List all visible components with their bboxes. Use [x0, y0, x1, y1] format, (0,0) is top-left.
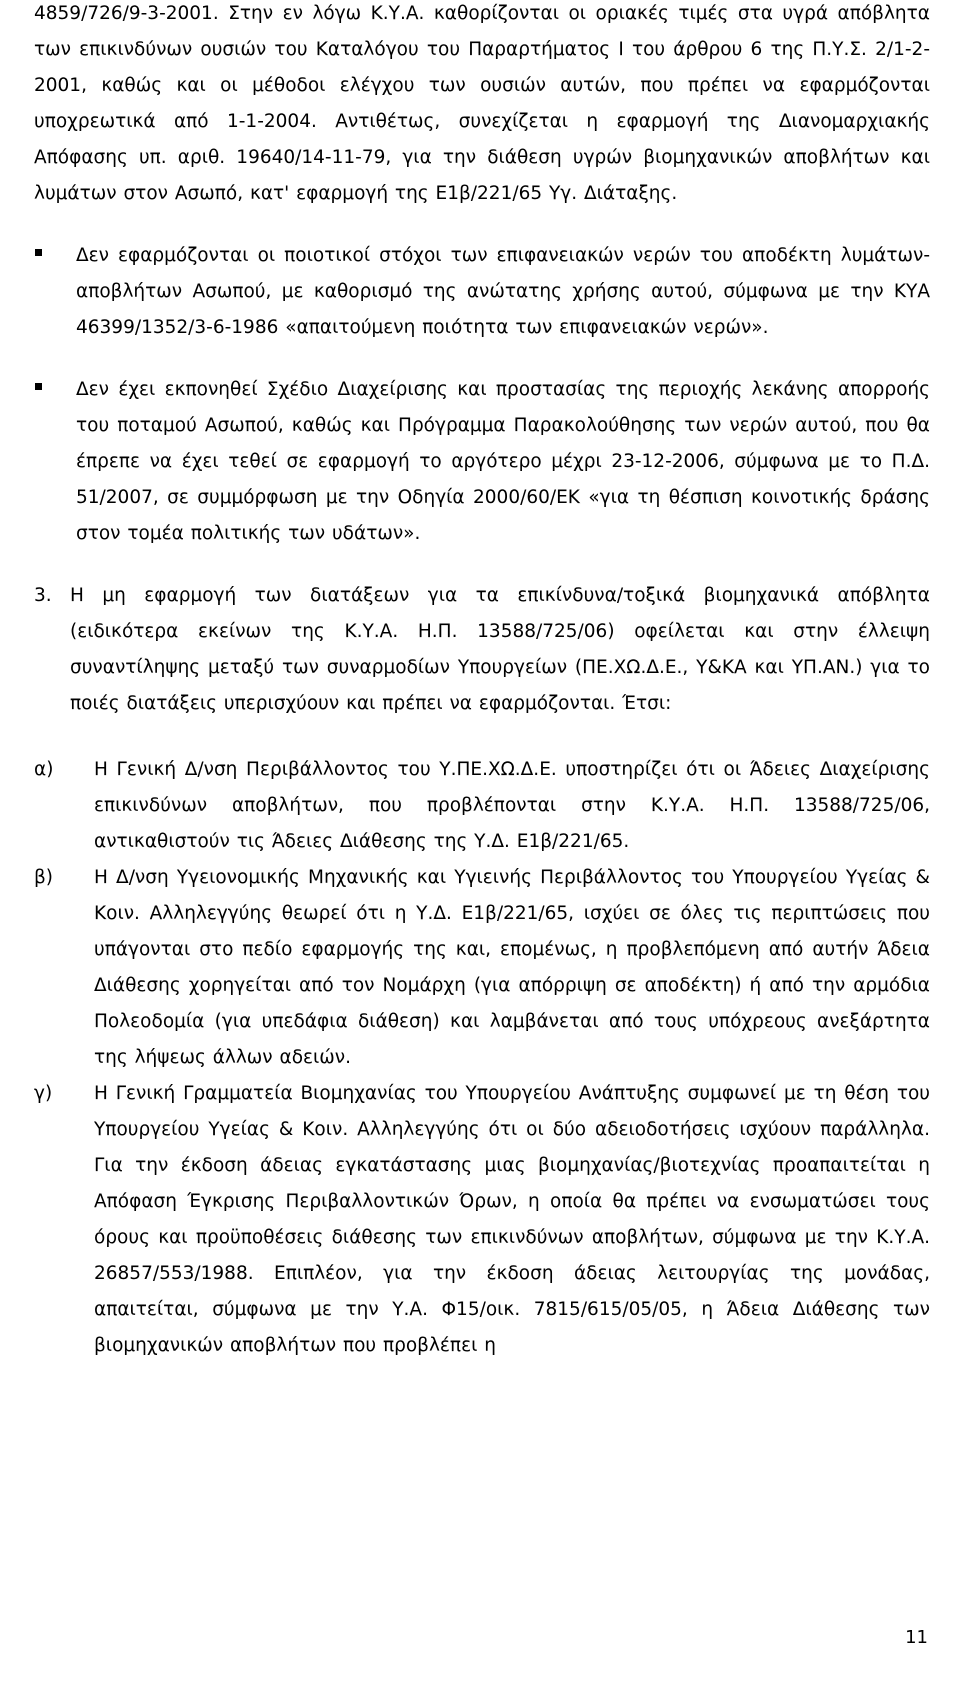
bullet-text: Δεν εφαρμόζονται οι ποιοτικοί στόχοι των επιφανειακών νερών του αποδέκτη λυμάτων-αποβλήτων Ασωπού, με καθορισμό της ανώτατης χρήσης αυτού, σύμφωνα με την ΚΥΑ 46399/1352/3-6-1986 «απαιτούμενη ποιότητα των επιφανειακών νερών».	[76, 245, 930, 338]
sub-item-text: Η Γενική Δ/νση Περιβάλλοντος του Υ.ΠΕ.ΧΩ.Δ.Ε. υποστηρίζει ότι οι Άδειες Διαχείρισης επικινδύνων αποβλήτων, που προβλέπονται στην Κ.Υ.Α. Η.Π. 13588/725/06, αντικαθιστούν τις Άδειες Διάθεσης της Υ.Δ. Ε1β/221/65.	[94, 759, 930, 852]
square-bullet-icon	[34, 372, 76, 408]
sub-item-label: β)	[34, 867, 54, 888]
page-number: 11	[905, 1627, 928, 1648]
numbered-item-3	[34, 578, 930, 722]
sub-item-label: γ)	[34, 1083, 53, 1104]
square-bullet-icon	[34, 238, 76, 274]
sub-item-list	[34, 752, 930, 1364]
sub-item-gamma	[34, 1076, 930, 1364]
bullet-item-1	[34, 238, 930, 346]
item-text: Η μη εφαρμογή των διατάξεων για τα επικίνδυνα/τοξικά βιομηχανικά απόβλητα (ειδικότερα εκείνων της Κ.Υ.Α. Η.Π. 13588/725/06) οφείλεται και στην έλλειψη συναντίληψης μεταξύ των συναρμοδίων Υπουργείων (ΠΕ.ΧΩ.Δ.Ε., Υ&ΚΑ και ΥΠ.ΑΝ.) για το ποιές διατάξεις υπερισχύουν και πρέπει να εφαρμόζονται. Έτσι:	[70, 585, 930, 714]
item-number: 3.	[34, 585, 52, 606]
sub-item-text: Η Δ/νση Υγειονομικής Μηχανικής και Υγιεινής Περιβάλλοντος του Υπουργείου Υγείας & Κοιν. Αλληλεγγύης θεωρεί ότι η Υ.Δ. Ε1β/221/65, ισχύει σε όλες τις περιπτώσεις που υπάγονται στο πεδίο εφαρμογής της και, επομένως, η προβλεπόμενη από αυτήν Άδεια Διάθεσης χορηγείται από τον Νομάρχη (για απόρριψη σε αποδέκτη) ή από την αρμόδια Πολεοδομία (για υπεδάφια διάθεση) και λαμβάνεται από τους υπόχρεους ανεξάρτητα της λήψεως άλλων αδειών.	[94, 867, 930, 1068]
sub-item-beta	[34, 860, 930, 1076]
bullet-item-2	[34, 372, 930, 552]
bullet-text: Δεν έχει εκπονηθεί Σχέδιο Διαχείρισης και προστασίας της περιοχής λεκάνης απορροής του ποταμού Ασωπού, καθώς και Πρόγραμμα Παρακολούθησης των νερών αυτού, που θα έπρεπε να έχει τεθεί σε εφαρμογή το αργότερο μέχρι 23-12-2006, σύμφωνα με το Π.Δ. 51/2007, σε συμμόρφωση με την Οδηγία 2000/60/ΕΚ «για τη θέσπιση κοινοτικής δράσης στον τομέα πολιτικής των υδάτων».	[76, 379, 930, 544]
sub-item-label: α)	[34, 759, 54, 780]
sub-item-alpha	[34, 752, 930, 860]
sub-item-text: Η Γενική Γραμματεία Βιομηχανίας του Υπουργείου Ανάπτυξης συμφωνεί με τη θέση του Υπουργείου Υγείας & Κοιν. Αλληλεγγύης ότι οι δύο αδειοδοτήσεις ισχύουν παράλληλα. Για την έκδοση άδειας εγκατάστασης μιας βιομηχανίας/βιοτεχνίας προαπαιτείται η Απόφαση Έγκρισης Περιβαλλοντικών Όρων, η οποία θα πρέπει να ενσωματώσει τους όρους και προϋποθέσεις διάθεσης των επικινδύνων αποβλήτων, σύμφωνα με την Κ.Υ.Α. 26857/553/1988. Επιπλέον, για την έκδοση άδειας λειτουργίας της μονάδας, απαιτείται, σύμφωνα με την Υ.Α. Φ15/οικ. 7815/615/05/05, η Άδεια Διάθεσης των βιομηχανικών αποβλήτων που προβλέπει η	[94, 1083, 930, 1356]
intro-paragraph: 4859/726/9-3-2001. Στην εν λόγω Κ.Υ.Α. καθορίζονται οι οριακές τιμές στα υγρά απόβλητα των επικινδύνων ουσιών του Καταλόγου του Παραρτήματος Ι του άρθρου 6 της Π.Υ.Σ. 2/1-2-2001, καθώς και οι μέθοδοι ελέγχου των ουσιών αυτών, που πρέπει να εφαρμόζονται υποχρεωτικά από 1-1-2004. Αντιθέτως, συνεχίζεται η εφαρμογή της Διανομαρχιακής Απόφασης υπ. αριθ. 19640/14-11-79, για την διάθεση υγρών βιομηχανικών αποβλήτων και λυμάτων στον Ασωπό, κατ' εφαρμογή της Ε1β/221/65 Υγ. Διάταξης.	[34, 3, 930, 204]
